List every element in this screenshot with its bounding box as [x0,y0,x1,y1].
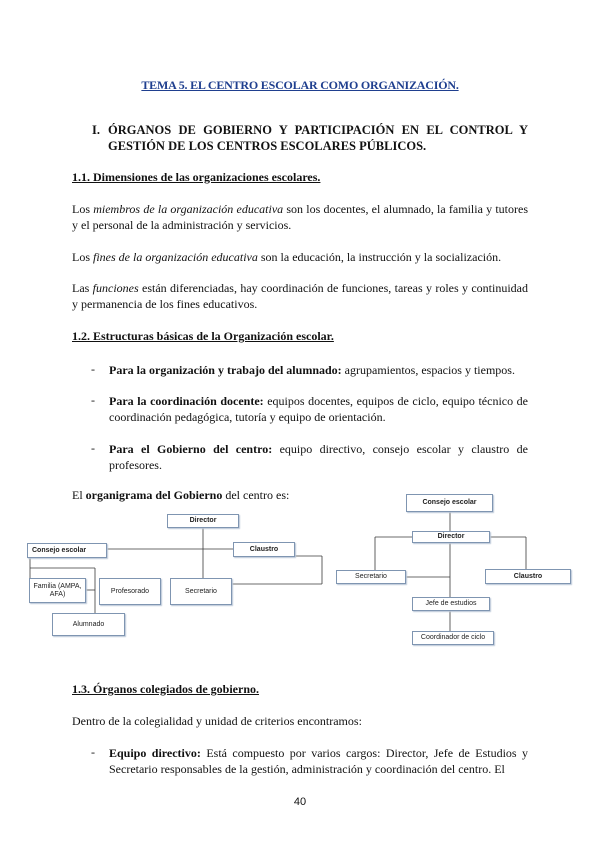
org-right-secretario: Secretario [336,570,406,584]
bullet-marker: - [91,441,95,455]
org-right-coordinador-ciclo: Coordinador de ciclo [412,631,494,645]
paragraph-members: Los miembros de la organización educativa son los docentes, el alumnado, la familia y tutores y el personal de la administración y servicios. [72,202,528,232]
org-left-consejo-escolar: Consejo escolar [27,543,107,558]
org-left-alumnado: Alumnado [52,613,125,636]
section-1-text: ÓRGANOS DE GOBIERNO Y PARTICIPACIÓN EN EL CONTROL Y GESTIÓN DE LOS CENTROS ESCOLARES PÚBLICOS. [108,123,528,153]
org-right-director: Director [412,531,490,543]
paragraph-funciones: Las funciones están diferenciadas, hay coordinación de funciones, tareas y roles y continuidad y permanencia de los fines educativos. [72,281,528,311]
organigram-intro: El organigrama del Gobierno del centro es: [72,488,290,502]
org-left-director: Director [167,514,239,528]
paragraph-fines: Los fines de la organización educativa son la educación, la instrucción y la socialización. [72,250,502,264]
list-item: Para la organización y trabajo del alumnado: agrupamientos, espacios y tiempos. [109,363,515,377]
list-item: Equipo directivo: Está compuesto por varios cargos: Director, Jefe de Estudios y Secretario responsables de la gestión, administración y coordinación del centro. El [109,746,528,776]
heading-1-3: 1.3. Órganos colegiados de gobierno. [72,682,260,696]
org-left-claustro: Claustro [233,542,295,557]
org-left-profesorado: Profesorado [99,578,161,605]
page-number: 40 [293,796,307,808]
org-right-consejo-escolar: Consejo escolar [406,494,493,512]
paragraph-colegialidad: Dentro de la colegialidad y unidad de criterios encontramos: [72,714,362,728]
heading-1-2: 1.2. Estructuras básicas de la Organización escolar. [72,329,334,343]
org-left-familia: Familia (AMPA, AFA) [29,578,86,603]
list-item: Para la coordinación docente: equipos docentes, equipos de ciclo, equipo técnico de coordinación pedagógica, tutoría y equipo de orientación. [109,394,528,424]
org-right-jefe-estudios: Jefe de estudios [412,597,490,611]
list-item: Para el Gobierno del centro: equipo directivo, consejo escolar y claustro de profesores. [109,442,528,472]
document-title: TEMA 5. EL CENTRO ESCOLAR COMO ORGANIZACIÓN. [141,78,459,92]
heading-1-1: 1.1. Dimensiones de las organizaciones escolares. [72,170,321,184]
section-1-number: I. [92,123,100,137]
bullet-marker: - [91,362,95,376]
org-right-claustro: Claustro [485,569,571,584]
bullet-marker: - [91,393,95,407]
org-left-secretario: Secretario [170,578,232,605]
bullet-marker: - [91,745,95,759]
